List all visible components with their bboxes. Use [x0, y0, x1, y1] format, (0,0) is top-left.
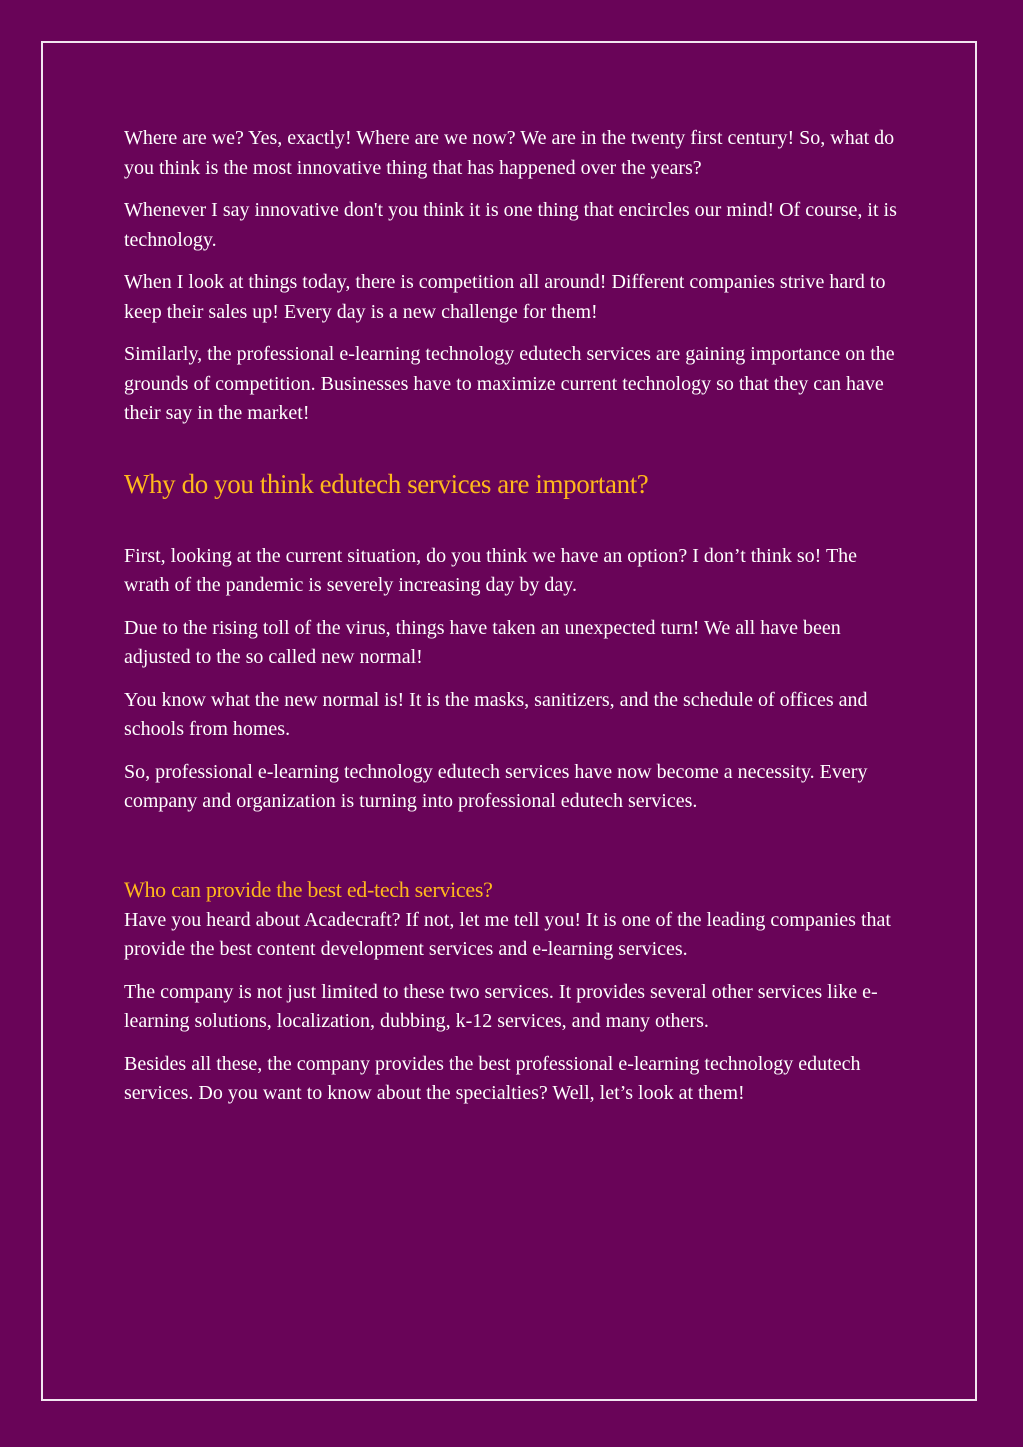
- intro-paragraph: Where are we? Yes, exactly! Where are we now? We are in the twenty first century! So, what do you think is the most innovative thing that has happened over the years?: [124, 127, 895, 179]
- section-heading-provider: Who can provide the best ed-tech services?: [124, 876, 493, 902]
- importance-paragraph: First, looking at the current situation, do you think we have an option? I don’t think so! The wrath of the pandemic is severely increasing day by day.: [124, 544, 858, 596]
- provider-paragraph: Have you heard about Acadecraft? If not, let me tell you! It is one of the leading companies that provide the best content development services and e-learning services.: [124, 908, 891, 960]
- intro-paragraph: Similarly, the professional e-learning technology edutech services are gaining importance on the grounds of competition. Businesses have to maximize current technology so that they can have their say in the market!: [124, 343, 895, 424]
- importance-paragraph: You know what the new normal is! It is the masks, sanitizers, and the schedule of offices and schools from homes.: [124, 688, 868, 740]
- importance-paragraph: So, professional e-learning technology edutech services have now become a necessity. Every company and organization is turning into professional edutech services.: [124, 760, 868, 812]
- provider-paragraph: The company is not just limited to these two services. It provides several other services like e-learning solutions, localization, dubbing, k-12 services, and many others.: [124, 980, 878, 1032]
- section-heading-importance: Why do you think edutech services are important?: [124, 468, 649, 499]
- article-body: [124, 124, 899, 1109]
- provider-paragraph: Besides all these, the company provides the best professional e-learning technology edutech services. Do you want to know about the specialties? Well, let’s look at them!: [124, 1052, 861, 1104]
- intro-paragraph: When I look at things today, there is competition all around! Different companies strive hard to keep their sales up! Every day is a new challenge for them!: [124, 271, 886, 323]
- importance-paragraph: Due to the rising toll of the virus, things have taken an unexpected turn! We all have been adjusted to the so called new normal!: [124, 616, 841, 668]
- intro-paragraph: Whenever I say innovative don't you think it is one thing that encircles our mind! Of course, it is technology.: [124, 199, 897, 251]
